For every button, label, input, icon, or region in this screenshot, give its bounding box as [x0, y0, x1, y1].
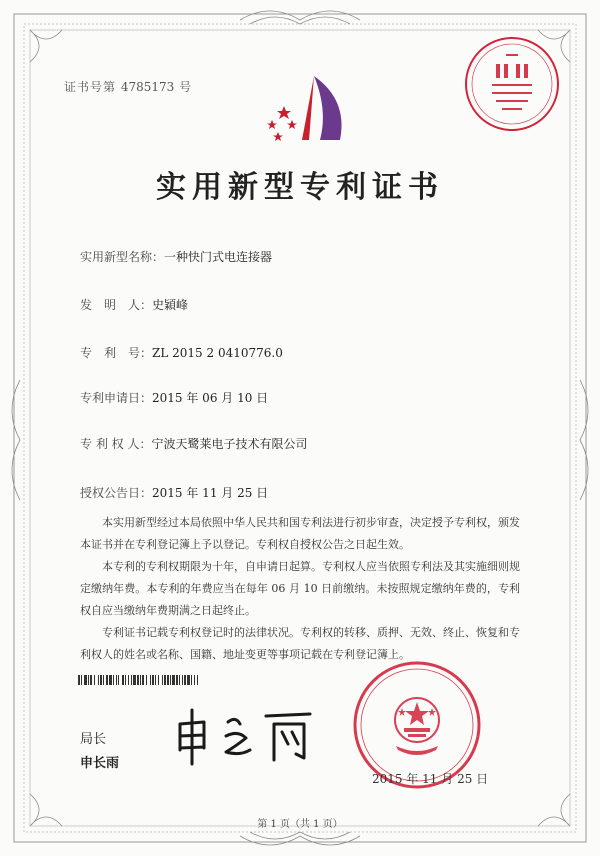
- certificate-number-value: 4785173: [120, 80, 175, 94]
- field-label: 发 明 人：: [80, 298, 153, 312]
- field-value: 宁波天鹭莱电子技术有限公司: [151, 437, 308, 451]
- field-patentee: [80, 435, 307, 452]
- seal-date: 2015 年 11 月 25 日: [372, 772, 489, 786]
- patent-office-logo: [262, 70, 352, 150]
- field-label: 实用新型名称：: [80, 250, 165, 264]
- certificate-number: [64, 78, 192, 95]
- field-inventor: [80, 296, 188, 313]
- certificate-number-label: 证书号第: [64, 80, 117, 94]
- certificate-number-suffix: 号: [179, 80, 193, 94]
- field-utility-model-name: [80, 248, 272, 265]
- director-name: 申长雨: [80, 756, 120, 771]
- body-paragraph: 本实用新型经过本局依照中华人民共和国专利法进行初步审查，决定授予专利权，颁发本证书并在专利登记簿上予以登记。专利权自授权公告之日起生效。: [80, 516, 520, 551]
- field-value: 史穎峰: [152, 298, 189, 312]
- barcode-bar: [198, 675, 199, 685]
- body-paragraph: 本专利的专利权期限为十年，自申请日起算。专利权人应当依照专利法及其实施细则规定缴纳年费。本专利的年费应当在每年 06 月 10 日前缴纳。未按照规定缴纳年费的，专利权自应当缴纳年费期满之日起终止。: [80, 560, 520, 617]
- barcode: [78, 675, 310, 685]
- director-title: 局长: [80, 732, 107, 747]
- field-value: ZL 2015 2 0410776.0: [152, 346, 283, 360]
- field-filing-date: [80, 389, 268, 406]
- page-number: 第 1 页（共 1 页）: [257, 819, 343, 830]
- field-label: 专 利 权 人：: [80, 437, 152, 451]
- body-paragraph: 专利证书记载专利权登记时的法律状况。专利权的转移、质押、无效、终止、恢复和专利权人的姓名或名称、国籍、地址变更等事项记载在专利登记簿上。: [80, 626, 520, 661]
- director-signature: [170, 702, 320, 772]
- field-label: 专利申请日：: [80, 391, 153, 405]
- field-patent-number: [80, 344, 283, 361]
- field-value: 2015 年 11 月 25 日: [152, 486, 269, 500]
- field-value: 2015 年 06 月 10 日: [152, 391, 269, 405]
- field-grant-date: [80, 484, 268, 501]
- field-label: 授权公告日：: [80, 486, 153, 500]
- special-seal-stamp: [462, 34, 562, 134]
- field-value: 一种快门式电连接器: [164, 250, 273, 264]
- certificate-title: 实用新型专利证书: [156, 170, 444, 205]
- field-label: 专 利 号：: [80, 346, 153, 360]
- certificate-body-text: [80, 512, 520, 666]
